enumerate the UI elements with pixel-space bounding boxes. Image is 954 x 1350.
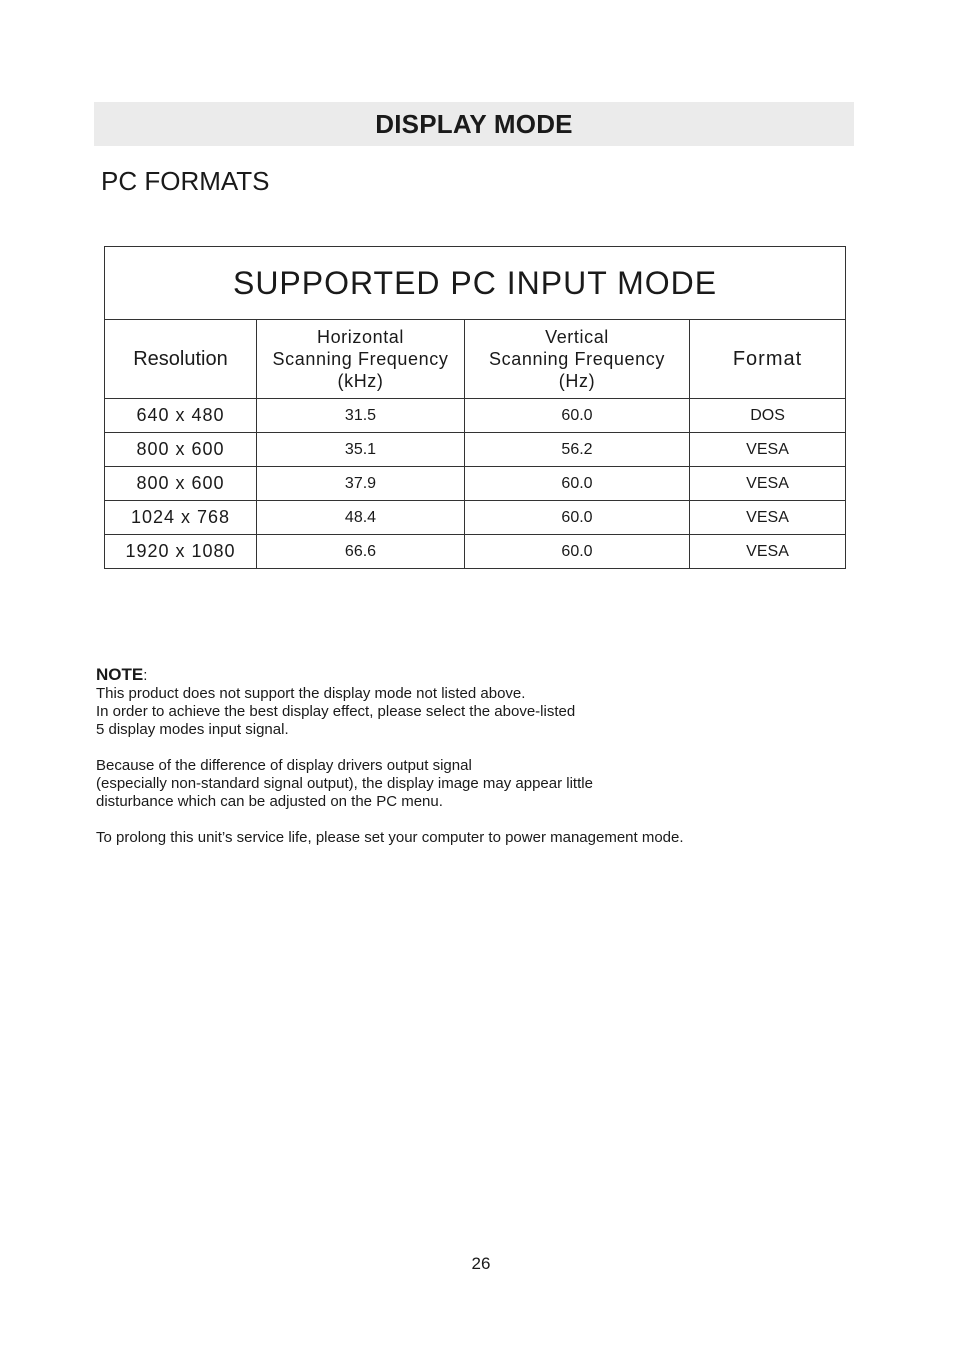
table-row [105,501,846,535]
cell-format: DOS [690,399,846,433]
note-heading [96,666,856,685]
header-vertical-unit: (Hz) [558,371,596,391]
cell-format: VESA [690,501,846,535]
cell-vertical: 60.0 [465,501,690,535]
cell-vertical: 56.2 [465,433,690,467]
cell-horizontal: 35.1 [257,433,465,467]
header-resolution: Resolution [105,320,257,399]
note-line: (especially non-standard signal output), the display image may appear little [96,775,593,792]
header-vertical-line: Vertical [545,327,609,347]
table-row [105,399,846,433]
cell-horizontal: 48.4 [257,501,465,535]
table-title: SUPPORTED PC INPUT MODE [105,247,846,320]
note-line: In order to achieve the best display effect, please select the above-listed [96,703,576,720]
note-line: 5 display modes input signal. [96,721,289,738]
header-vertical-line: Scanning Frequency [489,349,665,369]
table-row [105,467,846,501]
note-label: NOTE [96,665,144,684]
section-title: DISPLAY MODE [375,108,573,139]
table-row [105,433,846,467]
section-title-bar [94,102,854,146]
cell-horizontal: 37.9 [257,467,465,501]
header-format: Format [690,320,846,399]
note-line: To prolong this unit’s service life, please set your computer to power management mode. [96,829,684,846]
supported-modes-table [104,246,846,569]
header-horizontal-frequency [257,320,465,399]
header-horizontal-line: Scanning Frequency [272,349,449,369]
cell-resolution: 640 x 480 [105,399,257,433]
cell-resolution: 800 x 600 [105,433,257,467]
note-line: disturbance which can be adjusted on the PC menu. [96,793,443,810]
cell-vertical: 60.0 [465,535,690,569]
header-horizontal-unit: (kHz) [337,371,384,391]
cell-vertical: 60.0 [465,467,690,501]
pc-formats-heading: PC FORMATS [101,166,270,196]
page-number: 26 [471,1254,491,1273]
note-line: This product does not support the display mode not listed above. [96,685,526,702]
note-section [96,666,856,847]
cell-vertical: 60.0 [465,399,690,433]
header-vertical-frequency [465,320,690,399]
cell-format: VESA [690,467,846,501]
cell-format: VESA [690,433,846,467]
cell-resolution: 1920 x 1080 [105,535,257,569]
note-line: Because of the difference of display drivers output signal [96,757,472,774]
cell-format: VESA [690,535,846,569]
cell-horizontal: 31.5 [257,399,465,433]
header-horizontal-line: Horizontal [316,327,405,347]
cell-resolution: 1024 x 768 [105,501,257,535]
cell-resolution: 800 x 600 [105,467,257,501]
note-colon: : [143,667,148,684]
table-row [105,535,846,569]
cell-horizontal: 66.6 [257,535,465,569]
